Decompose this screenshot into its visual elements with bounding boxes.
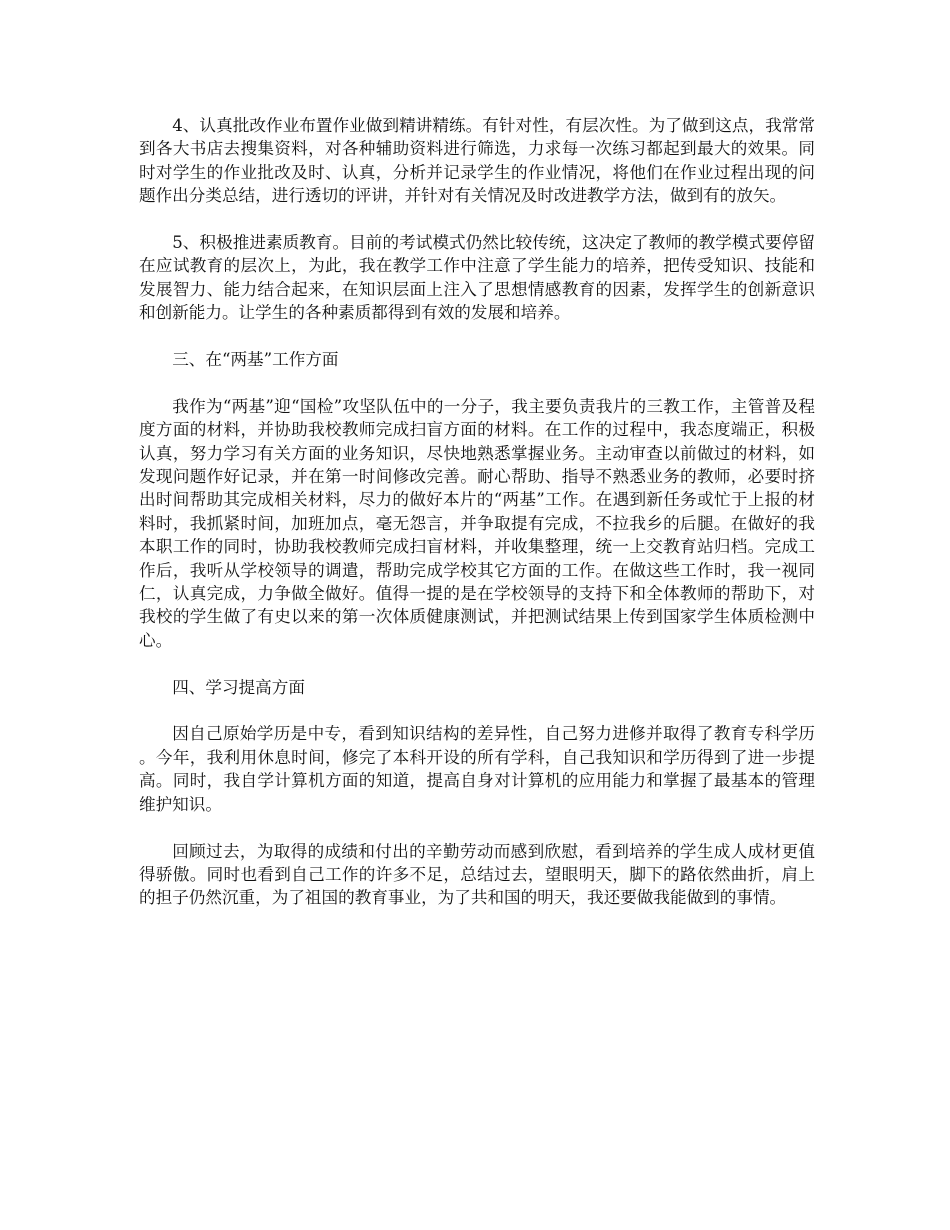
paragraph-conclusion: 回顾过去，为取得的成绩和付出的辛勤劳动而感到欣慰，看到培养的学生成人成材更值得骄傲。同时也看到自己工作的许多不足，总结过去，望眼明天，脚下的路依然曲折，肩上的担子仍然沉重，为了祖国的教育事业，为了共和国的明天，我还要做我能做到的事情。 [139,841,815,908]
paragraph-liangji-work: 我作为“两基”迎“国检”攻坚队伍中的一分子，我主要负责我片的三教工作，主管普及程度方面的材料，并协助我校教师完成扫盲方面的材料。在工作的过程中，我态度端正，积极认真，努力学习有关方面的业务知识，尽快地熟悉掌握业务。主动审查以前做过的材料，如发现问题作好记录，并在第一时间修改完善。耐心帮助、指导不熟悉业务的教师，必要时挤出时间帮助其完成相关材料，尽力的做好本片的“两基”工作。在遇到新任务或忙于上报的材料时，我抓紧时间，加班加点，毫无怨言，并争取提有完成，不拉我乡的后腿。在做好的我本职工作的同时，协助我校教师完成扫盲材料，并收集整理，统一上交教育站归档。完成工作后，我听从学校领导的调遣，帮助完成学校其它方面的工作。在做这些工作时，我一视同仁，认真完成，力争做全做好。值得一提的是在学校领导的支持下和全体教师的帮助下，对我校的学生做了有史以来的第一次体质健康测试，并把测试结果上传到国家学生体质检测中心。 [139,396,815,650]
paragraph-item-4-homework: 4、认真批改作业布置作业做到精讲精练。有针对性，有层次性。为了做到这点，我常常到各大书店去搜集资料，对各种辅助资料进行筛选，力求每一次练习都起到最大的效果。同时对学生的作业批改及时、认真，分析并记录学生的作业情况，将他们在作业过程出现的问题作出分类总结，进行透切的评讲，并针对有关情况及时改进教学方法，做到有的放矢。 [139,116,815,206]
paragraph-item-5-quality-education: 5、积极推进素质教育。目前的考试模式仍然比较传统，这决定了教师的教学模式要停留在应试教育的层次上，为此，我在教学工作中注意了学生能力的培养，把传受知识、技能和发展智力、能力结合起来，在知识层面上注入了思想情感教育的因素，发挥学生的创新意识和创新能力。让学生的各种素质都得到有效的发展和培养。 [139,233,815,323]
section-heading-liangji: 三、在“两基”工作方面 [172,350,339,370]
section-heading-study: 四、学习提高方面 [172,677,305,697]
paragraph-study-improvement: 因自己原始学历是中专，看到知识结构的差异性，自己努力进修并取得了教育专科学历。今年，我利用休息时间，修完了本科开设的所有学科，自己我知识和学历得到了进一步提高。同时，我自学计算机方面的知道，提高自身对计算机的应用能力和掌握了最基本的管理维护知识。 [139,724,815,814]
document-page [139,114,815,933]
